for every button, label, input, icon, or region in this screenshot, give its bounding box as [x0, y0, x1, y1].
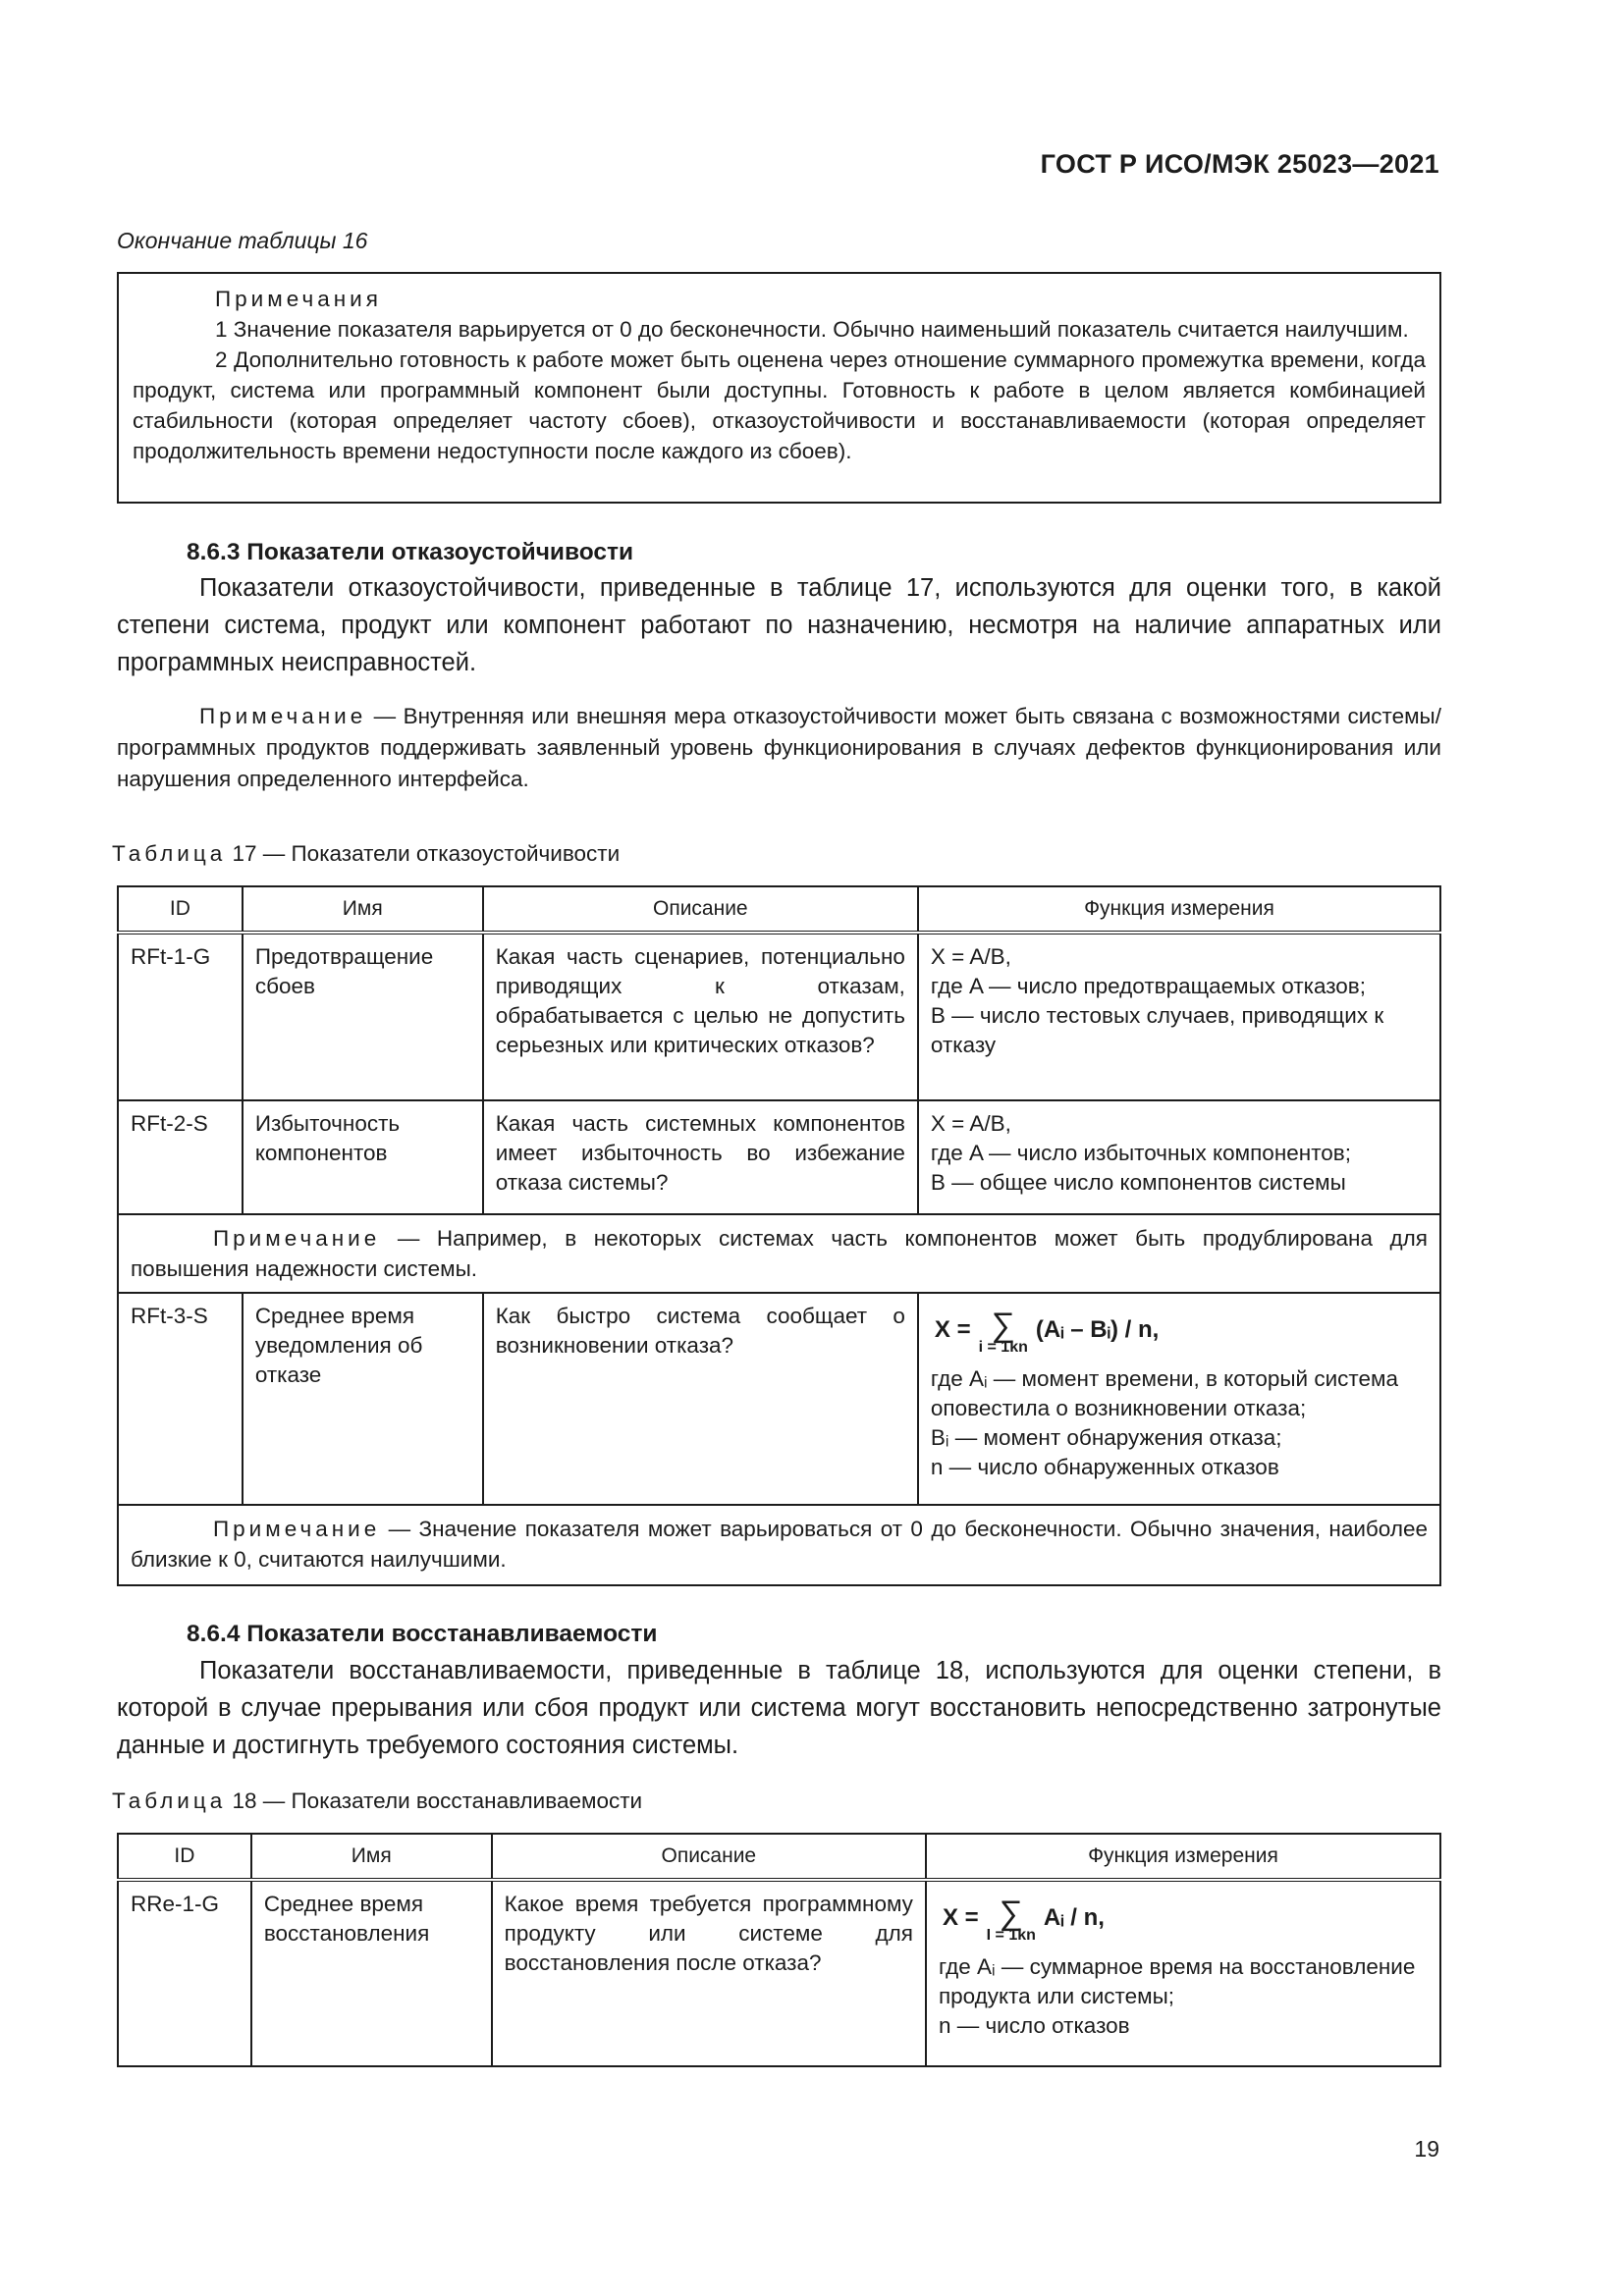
table-header-row — [118, 886, 1440, 933]
cell-desc: Какое время требуется программному продукту или системе для восстановления после отказа? — [492, 1880, 926, 2066]
document-header: ГОСТ Р ИСО/МЭК 25023—2021 — [1040, 149, 1439, 179]
table17-caption: Таблица 17 — Показатели отказоустойчивости — [112, 841, 621, 866]
table-continuation-caption: Окончание таблицы 16 — [117, 228, 368, 253]
table-note: Примечание — Например, в некоторых системах часть компонентов может быть продублирована для повышения надежности системы. — [118, 1214, 1440, 1293]
table-18 — [117, 1833, 1441, 2067]
header-id: ID — [118, 1834, 251, 1880]
table18-caption: Таблица 18 — Показатели восстанавливаемости — [112, 1789, 643, 1813]
formula: X = ∑ I = 1kn Aᵢ / n, — [942, 1895, 1105, 1944]
note-2: 2 Дополнительно готовность к работе может быть оценена через отношение суммарного промежутка времени, когда продукт, система или программный компонент были доступны. Готовность к работе в целом является комбинацией стабильности (которая определяет частоту сбоев), отказоустойчивости и восстанавливаемости (которая определяет продолжительность времени недоступности после каждого из сбоев). — [133, 347, 1426, 463]
cell-func: X = A/B, где A — число избыточных компонентов; B — общее число компонентов системы — [918, 1100, 1440, 1214]
table-header-row — [118, 1834, 1440, 1880]
section-864-paragraph: Показатели восстанавливаемости, приведенные в таблице 18, используются для оценки степени, в которой в случае прерывания или сбоя продукт или система могут восстановить непосредственно затронутые данные и достигнуть требуемого состояния системы. — [117, 1657, 1441, 1759]
formula: X = ∑ i = 1kn (Aᵢ – Bᵢ) / n, — [934, 1307, 1160, 1356]
cell-name: Предотвращение сбоев — [243, 933, 483, 1100]
table-note-row — [118, 1214, 1440, 1293]
table-note: Примечание — Значение показателя может варьироваться от 0 до бесконечности. Обычно значения, наиболее близкие к 0, считаются наилучшими. — [118, 1505, 1440, 1585]
note-1: 1 Значение показателя варьируется от 0 до бесконечности. Обычно наименьший показатель считается наилучшим. — [215, 317, 1409, 342]
header-name: Имя — [243, 886, 483, 933]
cell-func: X = ∑ I = 1kn Aᵢ / n, где Aᵢ — суммарное время на восстановление продукта или системы; n — число отказов — [926, 1880, 1440, 2066]
header-desc: Описание — [492, 1834, 926, 1880]
note-label: Примечание — [199, 704, 367, 728]
table-row — [118, 1293, 1440, 1505]
header-func: Функция измерения — [918, 886, 1440, 933]
section-863-paragraph: Показатели отказоустойчивости, приведенные в таблице 17, используются для оценки того, в какой степени система, продукт или компонент работают по назначению, несмотря на наличие аппаратных или программных неисправностей. — [117, 574, 1441, 676]
cell-id: RFt-1-G — [118, 933, 243, 1100]
section-863-note — [117, 701, 1441, 795]
cell-desc: Как быстро система сообщает о возникновении отказа? — [483, 1293, 918, 1505]
cell-name: Среднее время уведомления об отказе — [243, 1293, 483, 1505]
cell-desc: Какая часть системных компонентов имеет избыточность во избежание отказа системы? — [483, 1100, 918, 1214]
cell-id: RFt-3-S — [118, 1293, 243, 1505]
section-title-863: 8.6.3 Показатели отказоустойчивости — [187, 539, 634, 565]
cell-func: X = A/B, где A — число предотвращаемых отказов; B — число тестовых случаев, приводящих к отказу — [918, 933, 1440, 1100]
note-text: — Внутренняя или внешняя мера отказоустойчивости может быть связана с возможностями системы/программных продуктов поддерживать заявленный уровень функционирования в случаях дефектов функционирования или нарушения определенного интерфейса. — [117, 704, 1441, 791]
table-17 — [117, 885, 1441, 1586]
page-number: 19 — [1414, 2136, 1439, 2162]
table-row — [118, 1100, 1440, 1214]
table-row — [118, 1880, 1440, 2066]
section-title-864: 8.6.4 Показатели восстанавливаемости — [187, 1621, 658, 1647]
notes-title: Примечания — [215, 287, 382, 311]
cell-name: Среднее время восстановления — [251, 1880, 492, 2066]
header-name: Имя — [251, 1834, 492, 1880]
cell-func: X = ∑ i = 1kn (Aᵢ – Bᵢ) / n, где Aᵢ — момент времени, в который система оповестила о возникновении отказа; Bᵢ — момент обнаружения отказа; n — число обнаруженных отказов — [918, 1293, 1440, 1505]
table-note-row — [118, 1505, 1440, 1585]
header-func: Функция измерения — [926, 1834, 1440, 1880]
cell-desc: Какая часть сценариев, потенциально приводящих к отказам, обрабатывается с целью не допустить серьезных или критических отказов? — [483, 933, 918, 1100]
sum-icon: ∑ — [991, 1307, 1015, 1344]
cell-id: RFt-2-S — [118, 1100, 243, 1214]
table-row — [118, 933, 1440, 1100]
header-id: ID — [118, 886, 243, 933]
sum-icon: ∑ — [999, 1895, 1023, 1932]
header-desc: Описание — [483, 886, 918, 933]
cell-id: RRe-1-G — [118, 1880, 251, 2066]
table16-notes-box — [117, 272, 1441, 504]
cell-name: Избыточность компонентов — [243, 1100, 483, 1214]
